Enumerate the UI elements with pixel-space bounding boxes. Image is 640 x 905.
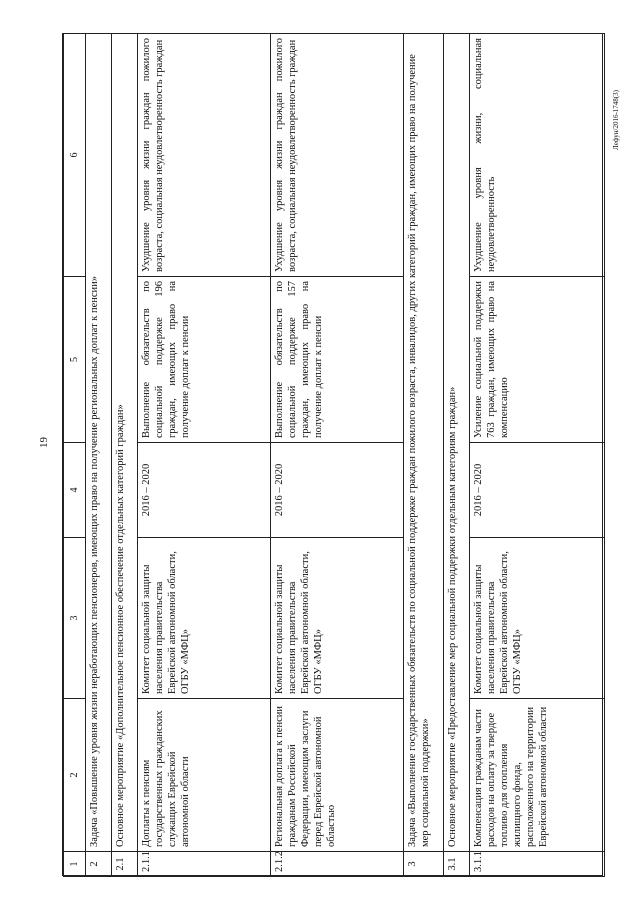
non-implementation-consequence: Ухудшение уровня жизни граждан пожилого возраста, социальная неудовлетворенность граждан	[271, 34, 404, 277]
task-row	[404, 34, 444, 877]
row-number: 3.1.1	[470, 852, 605, 877]
row-number: 2.1.2	[271, 852, 404, 877]
program-table	[62, 33, 603, 876]
task-row	[86, 34, 112, 877]
measure-name: Компенсация гражданам части расходов на оплату за твердое топливо для отопления жилищного фонда, расположенного на территории Еврейской автономной области	[470, 699, 605, 852]
implementation-period: 2016 – 2020	[271, 443, 404, 538]
implementation-period: 2016 – 2020	[470, 443, 605, 538]
table-row	[470, 34, 605, 877]
executor: Комитет социальной защиты населения правительства Еврейской автономной области, ОГБУ «МФЦ»	[470, 538, 605, 699]
row-number: 2.1.1	[138, 852, 271, 877]
task-title: Основное мероприятие «Дополнительное пенсионное обеспечение отдельных категорий граждан»	[112, 34, 138, 852]
column-header: 1	[64, 852, 86, 877]
document-code: Лефун/2016-1748(3)	[612, 90, 620, 150]
expected-result: Выполнение обязательств по социальной поддержке 157 граждан, имеющих право на получение доплат к пенсии	[271, 277, 404, 443]
non-implementation-consequence: Ухудшение уровня жизни граждан пожилого возраста, социальная неудовлетворенность граждан	[138, 34, 271, 277]
column-header: 6	[64, 34, 86, 277]
expected-result: Усиление социальной поддержки 763 граждан, имеющих право на компенсацию	[470, 277, 605, 443]
measure-name: Доплаты к пенсиям государственных гражданских служащих Еврейской автономной области	[138, 699, 271, 852]
row-number: 2	[86, 852, 112, 877]
expected-result: Выполнение обязательств по социальной поддержке 196 граждан, имеющих право на получение доплат к пенсии	[138, 277, 271, 443]
row-number: 2.1	[112, 852, 138, 877]
column-header: 4	[64, 443, 86, 538]
header-row	[64, 34, 86, 877]
page-number: 19	[38, 437, 50, 448]
table-row	[138, 34, 271, 877]
column-header: 3	[64, 538, 86, 699]
row-number: 3	[404, 852, 444, 877]
implementation-period: 2016 – 2020	[138, 443, 271, 538]
column-header: 2	[64, 699, 86, 852]
table-row	[271, 34, 404, 877]
task-title: Основное мероприятие «Предоставление мер социальной поддержки отдельным категориям граждан»	[444, 34, 470, 852]
column-header: 5	[64, 277, 86, 443]
task-row	[112, 34, 138, 877]
measure-name: Региональная доплата к пенсии гражданам Российской Федерации, имеющим заслуги перед Еврейской автономной областью	[271, 699, 404, 852]
task-title: Задача «Выполнение государственных обязательств по социальной поддержке граждан пожилого возраста, инвалидов, других категорий граждан, имеющих право на получение мер социальной поддержки»	[404, 34, 444, 852]
executor: Комитет социальной защиты населения правительства Еврейской автономной области, ОГБУ «МФЦ»	[271, 538, 404, 699]
row-number: 3.1	[444, 852, 470, 877]
task-title: Задача «Повышение уровня жизни неработающих пенсионеров, имеющих право на получение региональных доплат к пенсии»	[86, 34, 112, 852]
task-row	[444, 34, 470, 877]
executor: Комитет социальной защиты населения правительства Еврейской автономной области, ОГБУ «МФЦ»	[138, 538, 271, 699]
non-implementation-consequence: Ухудшение уровня жизни, социальная неудовлетворенность	[470, 34, 605, 277]
